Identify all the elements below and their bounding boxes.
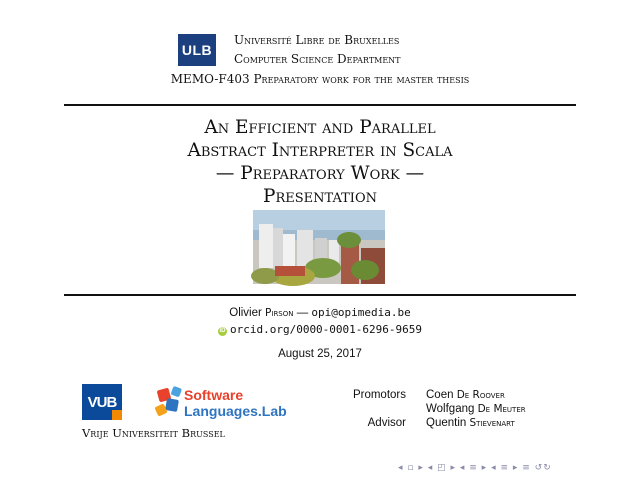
advisor-first: Quentin — [426, 417, 467, 429]
title-line-2: Abstract Interpreter in Scala — [187, 140, 453, 161]
orcid-line — [0, 323, 640, 336]
nav-first-icon[interactable]: ◂ ▫ ▸ — [398, 463, 424, 473]
promotors-label: Promotors — [352, 389, 406, 401]
promotor-1 — [426, 388, 505, 402]
author-last-name: Pirson — [265, 307, 294, 319]
presentation-title — [0, 116, 640, 208]
orcid-icon — [218, 327, 227, 336]
author-line — [0, 306, 640, 319]
vub-logo — [82, 384, 122, 420]
beamer-navigation — [398, 463, 552, 473]
title-line-3: — Preparatory Work — — [215, 163, 425, 184]
bottom-rule — [64, 294, 576, 296]
nav-next-section-icon[interactable]: ◂ ≡ ▸ — [491, 463, 519, 473]
promotor-2 — [426, 402, 526, 416]
author-separator: — — [296, 307, 309, 319]
city-photo — [253, 210, 385, 284]
ulb-logo-text: ULB — [181, 42, 213, 58]
title-line-1: An Efficient and Parallel — [204, 117, 436, 138]
sll-logo-line2: Languages.Lab — [184, 403, 287, 419]
advisor-last: Stievenart — [469, 417, 515, 429]
author-first-name: Olivier — [229, 307, 262, 319]
ulb-logo — [178, 34, 216, 66]
software-languages-lab-logo — [156, 383, 287, 423]
top-rule — [64, 104, 576, 106]
nav-prev-section-icon[interactable]: ◂ ≡ ▸ — [459, 463, 488, 473]
nav-prev-frame-icon[interactable]: ◂ ◰ ▸ — [427, 463, 456, 473]
advisor — [426, 416, 515, 430]
title-line-4: Presentation — [263, 186, 377, 207]
orcid-link[interactable]: orcid.org/0000-0001-6296-9659 — [229, 323, 423, 336]
vub-name: Vrije Universiteit Brussel — [82, 426, 225, 440]
vub-logo-text: VUB — [87, 393, 117, 411]
author-email-link[interactable]: opi@opimedia.be — [311, 306, 411, 319]
course-title: MEMO-F403 Preparatory work for the master thesis — [170, 72, 470, 86]
department-name: Computer Science Department — [234, 52, 401, 66]
vub-logo-accent — [112, 410, 122, 420]
promotor-2-first: Wolfgang — [426, 403, 475, 415]
nav-align-icon[interactable]: ≡ — [522, 463, 531, 473]
promotor-2-last: De Meuter — [477, 403, 526, 415]
sll-logo-line1: Software — [184, 387, 244, 403]
sll-logo-graphic — [156, 383, 287, 423]
presentation-date: August 25, 2017 — [278, 348, 362, 360]
orcid-icon-text: iD — [219, 328, 226, 334]
nav-search-icon[interactable]: ↺↻ — [534, 463, 552, 473]
promotor-1-first: Coen — [426, 389, 454, 401]
advisor-label: Advisor — [367, 417, 406, 429]
city-illustration — [253, 210, 385, 284]
university-name: Université Libre de Bruxelles — [234, 33, 400, 47]
promotor-1-last: De Roover — [456, 389, 505, 401]
